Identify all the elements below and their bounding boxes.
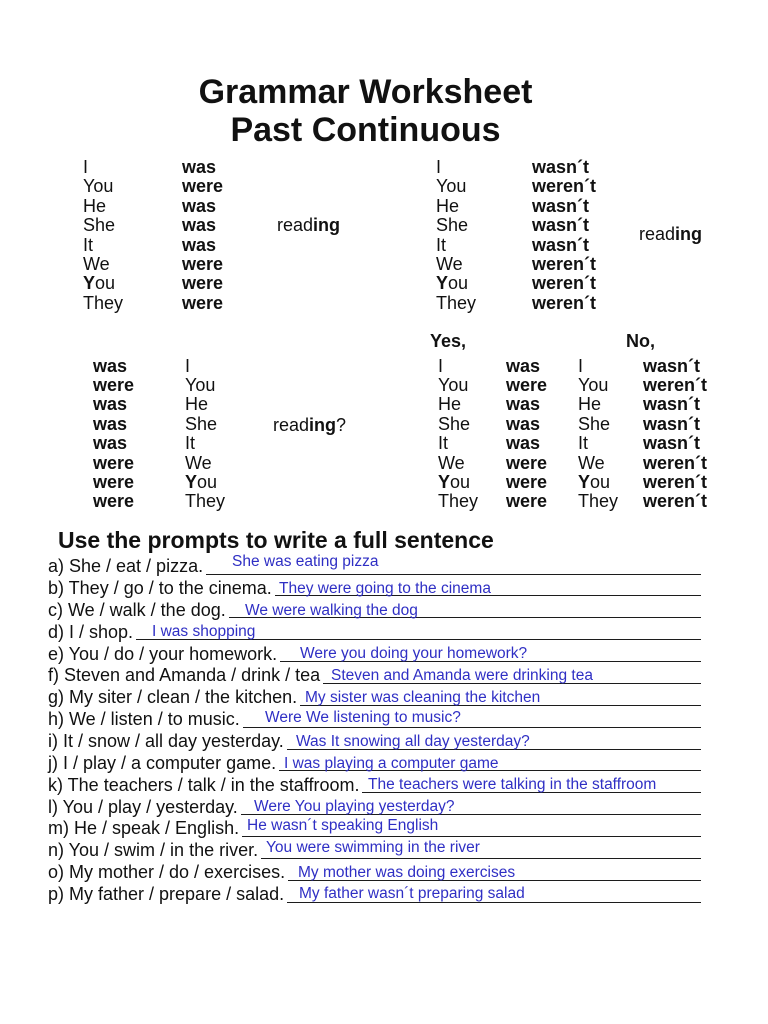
exercise-answer: My mother was doing exercises [298,864,516,882]
exercise-prompt: e) You / do / your homework. [48,643,278,664]
exercise-answer: Was It snowing all day yesterday? [296,733,530,750]
short-answers-no-pronoun: It [578,433,589,454]
answer-line [242,836,701,837]
short-answers-no-pronoun: She [578,413,611,434]
exercise-prompt: j) I / play / a computer game. [48,752,277,773]
questions-auxiliary: were [93,452,135,473]
short-answers-yes-auxiliary: was [506,355,541,376]
questions-pronoun: We [185,452,212,473]
affirmative-pronoun: You [83,176,114,197]
negative-auxiliary: wasn´t [532,234,590,255]
exercise-prompt: n) You / swim / in the river. [48,840,259,861]
negative-auxiliary: wasn´t [532,195,590,216]
short-answers-no-pronoun: I [578,355,584,376]
negative-pronoun: It [436,234,447,255]
exercise-answer: The teachers were talking in the staffroom [368,775,657,793]
short-answers-yes-auxiliary: was [506,433,541,454]
exercise-prompt: c) We / walk / the dog. [48,599,226,620]
short-answers-yes-auxiliary: were [506,491,548,512]
affirmative-pronoun: She [83,215,116,236]
exercise-answer: Were We listening to music? [265,709,461,727]
negative-pronoun: He [436,195,460,216]
affirmative-pronoun: It [83,234,94,255]
exercise-prompt: p) My father / prepare / salad. [48,884,285,904]
affirmative-pronoun: We [83,254,110,274]
exercise-answer: Were You playing yesterday? [254,797,455,815]
questions-auxiliary: were [93,491,135,512]
questions-pronoun: You [185,374,216,395]
questions-pronoun: They [185,491,226,512]
short-answers-no-auxiliary: wasn´t [643,355,701,376]
negative-auxiliary: wasn´t [532,157,590,177]
exercise-answer: My sister was cleaning the kitchen [305,689,541,707]
exercise-answer: He wasn´t speaking English [247,817,439,835]
short-answers-no-pronoun: We [578,452,605,473]
negative-pronoun: They [436,292,477,313]
questions-auxiliary: was [93,394,128,415]
questions-pronoun: She [185,413,218,434]
answer-line [261,858,701,859]
affirmative-auxiliary: was [182,215,217,236]
short-answer-yes-label: Yes, [430,331,467,351]
short-answers-yes-pronoun: It [438,433,449,454]
short-answers-no-pronoun: You [578,374,609,395]
exercise-answer: My father wasn´t preparing salad [299,885,525,902]
short-answers-yes-pronoun: He [438,394,462,415]
exercise-answer: They were going to the cinema [279,579,491,597]
short-answers-yes-auxiliary: was [506,413,541,434]
affirmative-pronoun: He [83,195,107,216]
affirmative-pronoun: You [83,273,116,294]
questions-auxiliary: was [93,433,128,454]
short-answer-no-label: No, [626,331,655,351]
negative-pronoun: I [436,157,442,177]
negative-auxiliary: weren´t [532,273,597,294]
short-answers-no-pronoun: You [578,471,611,492]
exercise-prompt: d) I / shop. [48,621,134,642]
exercise-prompt: m) He / speak / English. [48,818,240,839]
negative-pronoun: You [436,273,469,294]
affirmative-auxiliary: were [182,273,224,294]
short-answers-yes-pronoun: They [438,491,479,512]
short-answers-yes-auxiliary: were [506,452,548,473]
short-answers-no-auxiliary: wasn´t [643,413,701,434]
exercise-prompt: g) My siter / clean / the kitchen. [48,687,298,708]
negative-main-verb: reading [639,224,703,244]
negative-auxiliary: wasn´t [532,215,590,236]
short-answers-yes-pronoun: She [438,413,471,434]
short-answers-yes-auxiliary: were [506,374,548,395]
affirmative-main-verb: reading [277,215,341,235]
exercise-heading: Use the prompts to write a full sentence [58,527,494,553]
negative-pronoun: We [436,254,463,274]
negative-pronoun: She [436,215,469,236]
short-answers-yes-pronoun: You [438,471,471,492]
affirmative-auxiliary: were [182,254,224,274]
negative-auxiliary: weren´t [532,292,597,313]
questions-pronoun: You [185,471,218,492]
answer-line [206,574,701,575]
short-answers-yes-pronoun: You [438,374,469,395]
questions-pronoun: I [185,355,191,376]
exercise-prompt: h) We / listen / to music. [48,709,240,730]
worksheet-subtitle: Past Continuous [230,111,501,149]
exercise-prompt: k) The teachers / talk / in the staffroom. [48,774,360,795]
affirmative-auxiliary: were [182,176,224,197]
exercise-answer: I was playing a computer game [284,754,499,772]
negative-auxiliary: weren´t [532,176,597,197]
questions-pronoun: It [185,433,196,454]
affirmative-auxiliary: was [182,234,217,255]
short-answers-no-auxiliary: weren´t [643,471,708,492]
exercise-prompt: i) It / snow / all day yesterday. [48,731,284,751]
exercise-prompt: a) She / eat / pizza. [48,556,204,576]
exercise-answer: You were swimming in the river [266,839,480,857]
questions-pronoun: He [185,394,209,415]
exercise-answer: I was shopping [152,622,256,640]
negative-auxiliary: weren´t [532,254,597,274]
affirmative-pronoun: They [83,292,124,313]
short-answers-no-auxiliary: weren´t [643,452,708,473]
short-answers-no-auxiliary: weren´t [643,491,708,512]
exercise-answer: Steven and Amanda were drinking tea [331,667,593,685]
exercise-prompt: b) They / go / to the cinema. [48,577,272,598]
affirmative-auxiliary: was [182,195,217,216]
short-answers-no-pronoun: He [578,394,602,415]
questions-auxiliary: were [93,374,135,395]
exercise-prompt: l) You / play / yesterday. [48,796,238,817]
exercise-answer: Were you doing your homework? [300,644,528,662]
questions-auxiliary: was [93,413,128,434]
questions-auxiliary: was [93,355,128,376]
affirmative-auxiliary: was [182,157,217,177]
questions-auxiliary: were [93,471,135,492]
question-main-verb: reading? [273,415,347,435]
short-answers-yes-auxiliary: was [506,394,541,415]
affirmative-pronoun: I [83,157,89,177]
short-answers-yes-pronoun: I [438,355,444,376]
short-answers-no-pronoun: They [578,491,619,512]
short-answers-yes-pronoun: We [438,452,465,473]
worksheet-title: Grammar Worksheet [198,73,533,111]
short-answers-no-auxiliary: weren´t [643,374,708,395]
exercise-prompt: o) My mother / do / exercises. [48,862,286,883]
exercise-answer: We were walking the dog [245,601,418,619]
exercise-answer: She was eating pizza [232,553,379,570]
short-answers-no-auxiliary: wasn´t [643,394,701,415]
negative-pronoun: You [436,176,467,197]
affirmative-auxiliary: were [182,292,224,313]
short-answers-no-auxiliary: wasn´t [643,433,701,454]
exercise-prompt: f) Steven and Amanda / drink / tea [48,665,321,686]
short-answers-yes-auxiliary: were [506,471,548,492]
